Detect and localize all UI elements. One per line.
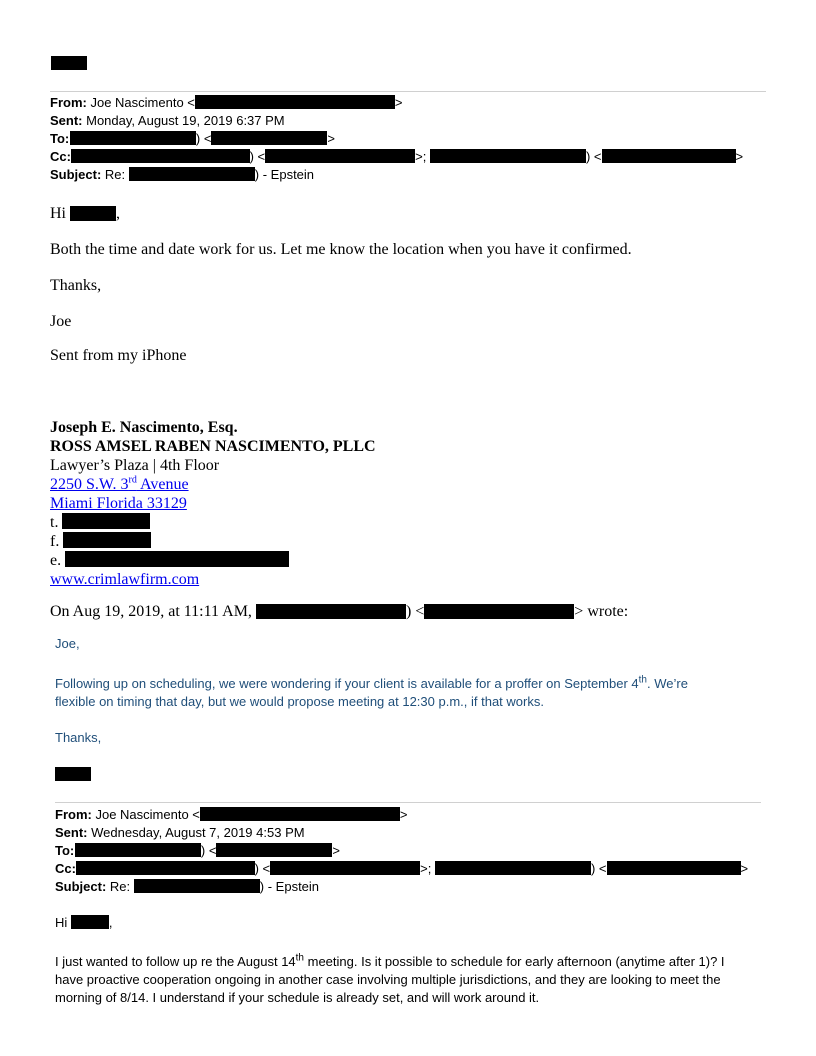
redaction-block: [134, 879, 260, 893]
greeting: Hi ,: [50, 205, 120, 222]
redaction-block: [70, 206, 116, 221]
redaction-block: [75, 843, 201, 857]
redaction-block: [256, 604, 406, 619]
signature-address[interactable]: 2250 S.W. 3rd Avenue: [50, 474, 189, 493]
to-line: To: ) < >: [50, 131, 336, 146]
redaction-block: [55, 767, 91, 781]
redaction-block: [435, 861, 591, 875]
email2-header: [55, 806, 748, 896]
email2-greeting: Hi ,: [55, 915, 113, 930]
sent-line: Sent: Wednesday, August 7, 2019 4:53 PM: [55, 825, 305, 840]
sender-name: Joe: [50, 313, 72, 330]
redaction-block: [211, 131, 327, 145]
redaction-block: [430, 149, 586, 163]
subject-line: Subject: Re: ) - Epstein: [55, 879, 320, 894]
from-line: From: Joe Nascimento < >: [55, 807, 408, 822]
closing: Thanks,: [50, 277, 102, 294]
redaction-block: [62, 513, 150, 529]
signature-firm: ROSS AMSEL RABEN NASCIMENTO, PLLC: [50, 438, 376, 455]
mobile-signature: Sent from my iPhone: [50, 347, 187, 364]
cc-line: Cc: ) < >; ) < >: [50, 149, 744, 164]
quoted-line: flexible on timing that day, but we would propose meeting at 12:30 p.m., if that works.: [55, 694, 544, 709]
subject-line: Subject: Re: ) - Epstein: [50, 167, 315, 182]
redaction-block: [200, 807, 400, 821]
redaction-block: [70, 131, 196, 145]
to-line: To: ) < >: [55, 843, 341, 858]
header-divider: [50, 91, 766, 92]
email2-paragraph: [55, 953, 725, 1007]
redaction-block: [63, 532, 151, 548]
from-line: From: Joe Nascimento < >: [50, 95, 403, 110]
signature-office: Lawyer’s Plaza | 4th Floor: [50, 457, 220, 474]
header-divider: [55, 802, 761, 803]
quoted-paragraph: [55, 675, 688, 711]
quoted-greeting: Joe,: [55, 636, 80, 651]
signature-phone: t.: [50, 513, 376, 532]
signature-name: Joseph E. Nascimento, Esq.: [50, 419, 238, 436]
redaction-block: [607, 861, 741, 875]
quoted-closing: Thanks,: [55, 730, 102, 745]
email2-line: have proactive cooperation ongoing in another case involving multiple jurisdictions, and they are looking to meet the: [55, 972, 721, 987]
email2-line: morning of 8/14. I understand if your schedule is already set, and will work around it.: [55, 990, 540, 1005]
cc-line: Cc: ) < >; ) < >: [55, 861, 749, 876]
signature-city[interactable]: Miami Florida 33129: [50, 495, 187, 512]
signature-block: [50, 418, 376, 589]
sent-line: Sent: Monday, August 19, 2019 6:37 PM: [50, 113, 285, 128]
redaction-block: [195, 95, 395, 109]
email1-header: [50, 94, 743, 184]
redaction-block: [71, 915, 109, 929]
signature-website[interactable]: www.crimlawfirm.com: [50, 571, 200, 588]
quote-attribution: On Aug 19, 2019, at 11:11 AM, ) < > wrote:: [50, 603, 629, 620]
signature-fax: f.: [50, 532, 376, 551]
redaction-block: [51, 56, 87, 70]
redaction-block: [129, 167, 255, 181]
redaction-block: [424, 604, 574, 619]
redaction-block: [270, 861, 420, 875]
redaction-block: [76, 861, 255, 875]
email2-line: I just wanted to follow up re the August 14th meeting. Is it possible to schedule for early afternoon (anytime after 1)? I: [55, 952, 725, 969]
signature-email: e.: [50, 551, 376, 570]
redaction-block: [65, 551, 289, 567]
redaction-block: [216, 843, 332, 857]
redaction-block: [71, 149, 250, 163]
redaction-block: [265, 149, 415, 163]
quoted-line: Following up on scheduling, we were wondering if your client is available for a proffer on September 4th. We’re: [55, 674, 688, 691]
body-paragraph: Both the time and date work for us. Let me know the location when you have it confirmed.: [50, 241, 632, 258]
redaction-block: [602, 149, 736, 163]
